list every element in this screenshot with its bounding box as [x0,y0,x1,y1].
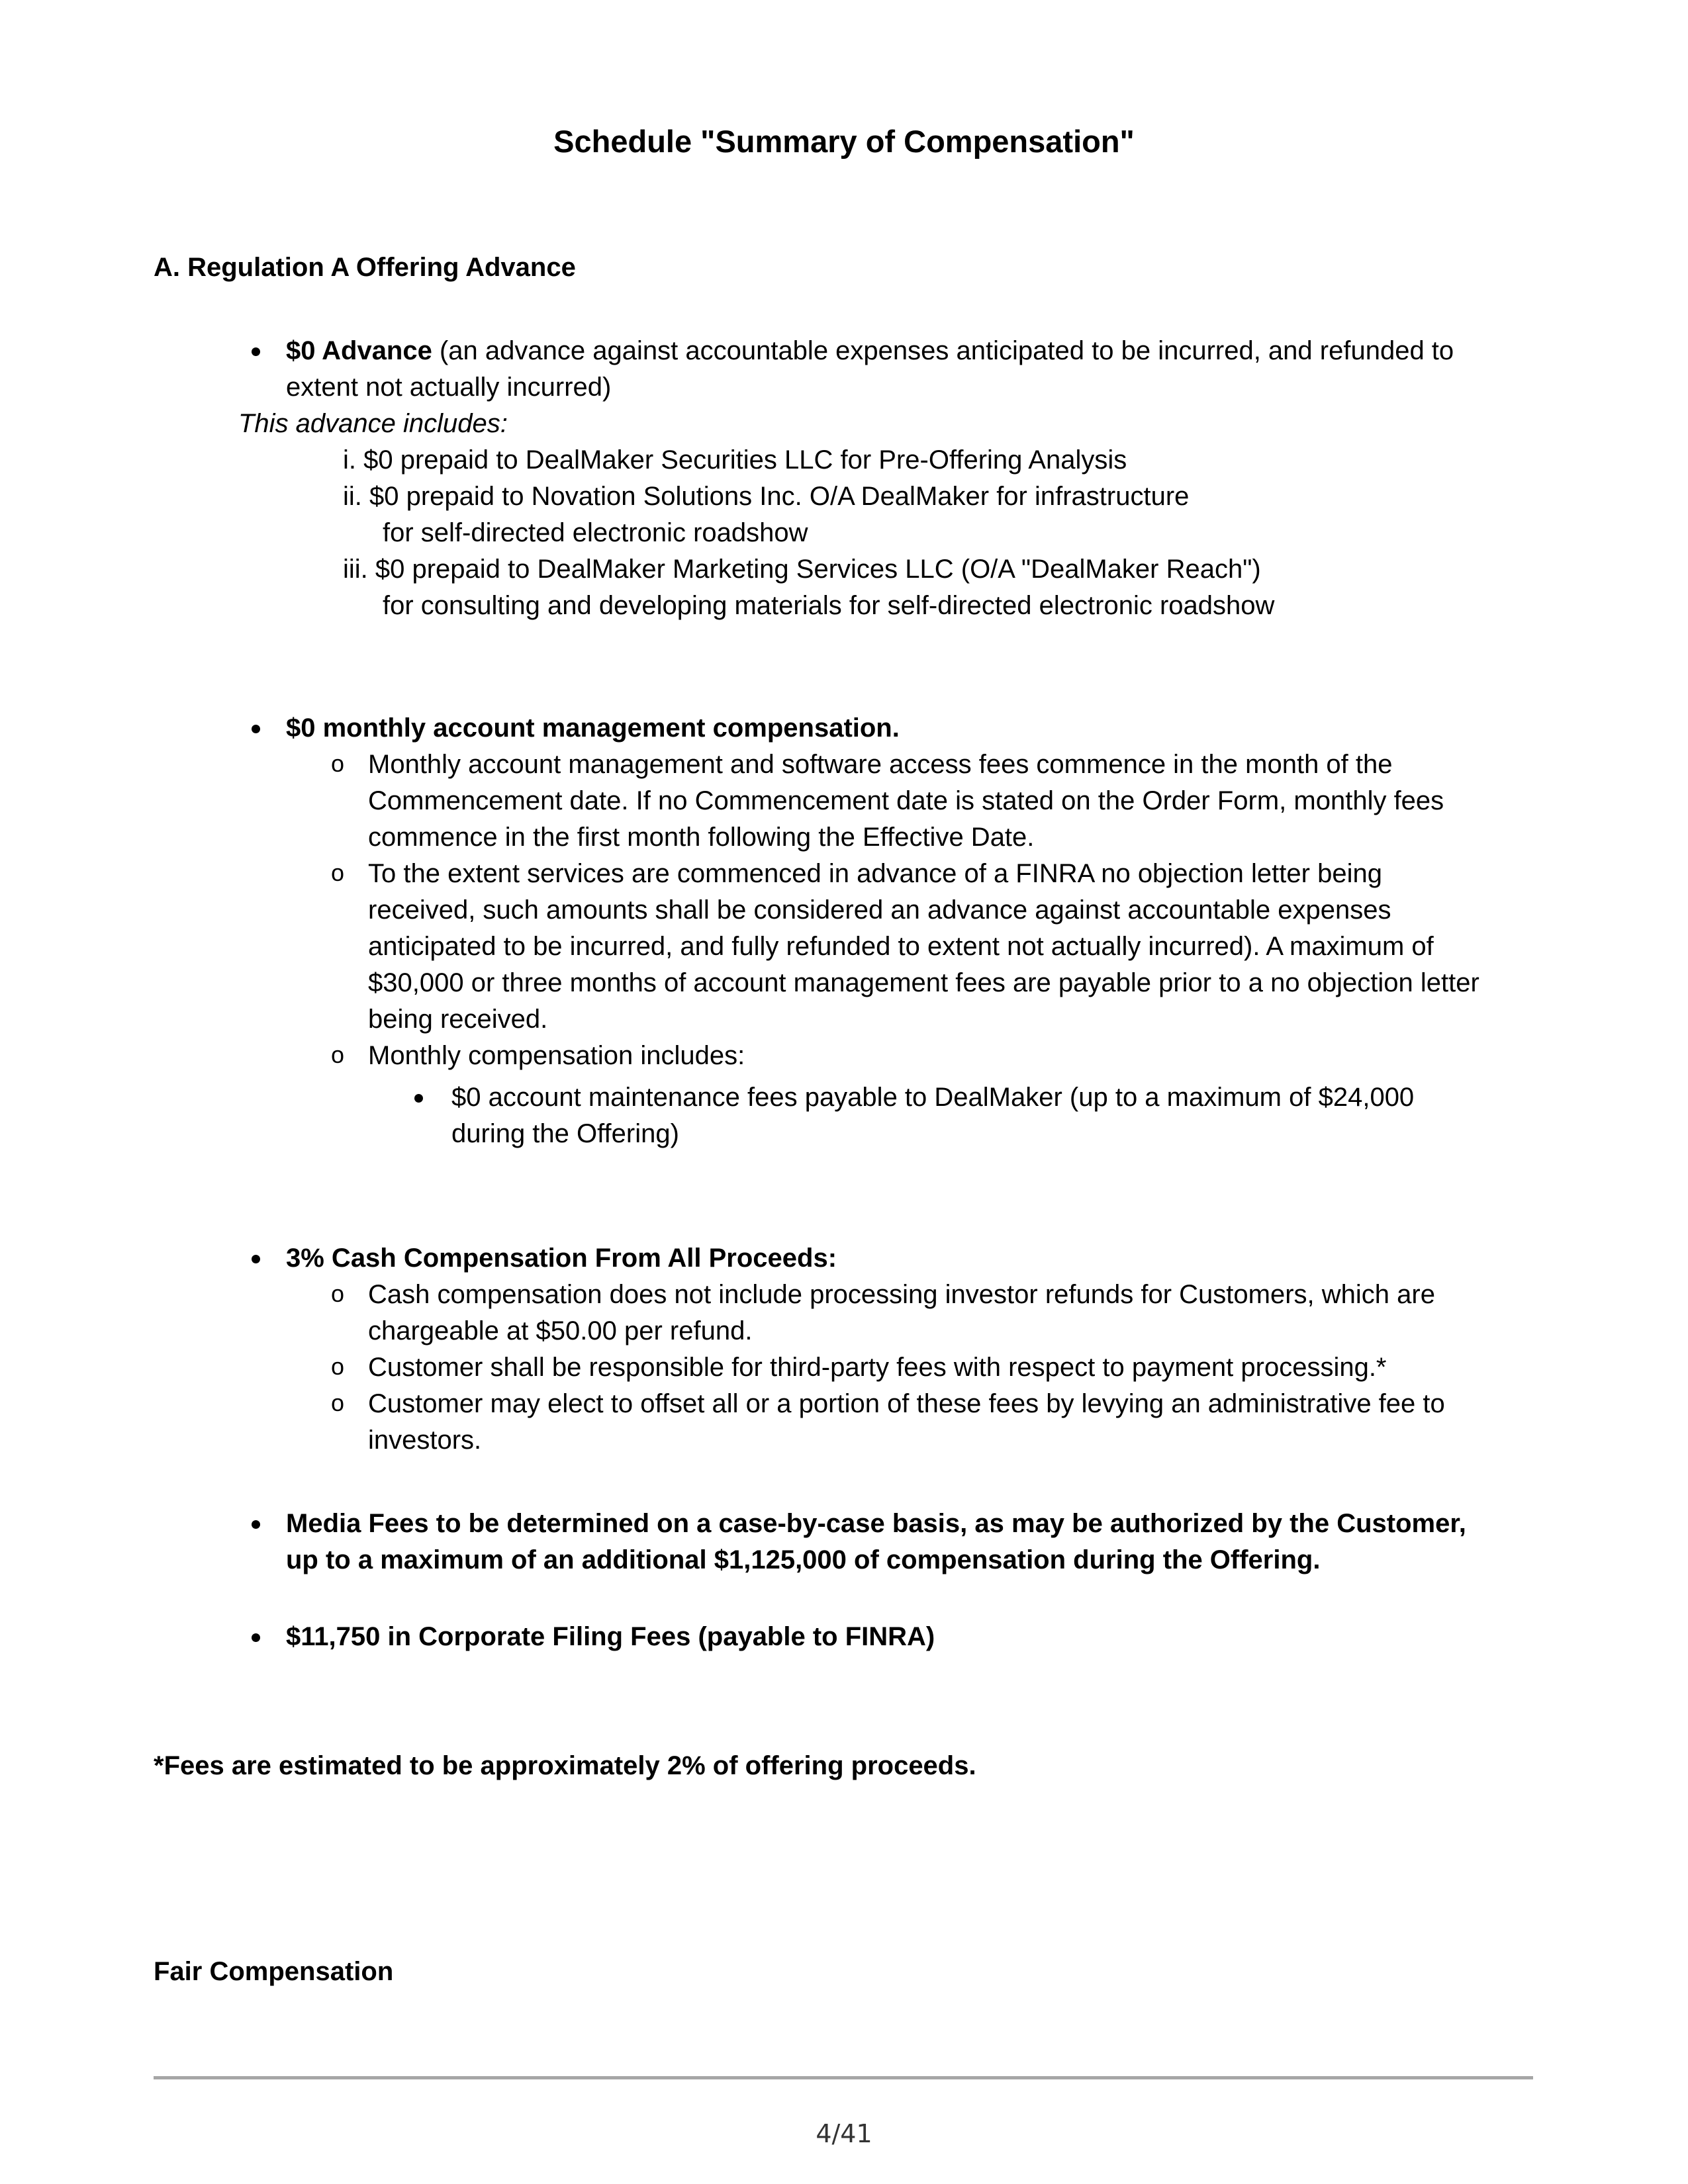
circle-bullet-icon: o [331,750,345,777]
bullet-icon [252,725,260,733]
advance-item-ii-cont: for self-directed electronic roadshow [383,518,808,547]
media-line: Media Fees to be determined on a case-by-case basis, as may be authorized by the Customer, [286,1509,1466,1538]
cash-p3-line: investors. [368,1426,482,1455]
advance-item-i: i. $0 prepaid to DealMaker Securities LLC for Pre-Offering Analysis [343,445,1127,475]
circle-bullet-icon: o [331,1041,345,1068]
cash-heading: 3% Cash Compensation From All Proceeds: [286,1244,837,1273]
circle-bullet-icon: o [331,1389,345,1416]
monthly-sub-line: $0 account maintenance fees payable to DealMaker (up to a maximum of $24,000 [451,1083,1415,1112]
bullet-icon [252,1520,260,1529]
circle-bullet-icon: o [331,1353,345,1380]
bullet-icon [252,1633,260,1642]
advance-bold: $0 Advance [286,336,432,365]
advance-item-iii: iii. $0 prepaid to DealMaker Marketing Services LLC (O/A "DealMaker Reach") [343,555,1261,584]
monthly-p2-line: received, such amounts shall be considered an advance against accountable expenses [368,895,1391,925]
media-line: up to a maximum of an additional $1,125,000 of compensation during the Offering. [286,1545,1321,1574]
monthly-p2-line: $30,000 or three months of account management fees are payable prior to a no objection letter [368,968,1479,997]
monthly-p3: Monthly compensation includes: [368,1041,745,1070]
footer-divider [154,2076,1533,2079]
monthly-p2-line: being received. [368,1005,548,1034]
cash-p2: Customer shall be responsible for third-party fees with respect to payment processing.* [368,1353,1387,1382]
section-a-heading: A. Regulation A Offering Advance [154,253,576,282]
cash-p1-line: chargeable at $50.00 per refund. [368,1316,753,1345]
monthly-p2-line: To the extent services are commenced in advance of a FINRA no objection letter being [368,859,1382,888]
circle-bullet-icon: o [331,1280,345,1307]
advance-line-2: extent not actually incurred) [286,373,612,402]
monthly-heading: $0 monthly account management compensation. [286,713,900,743]
bullet-icon [414,1094,423,1103]
monthly-sub-line: during the Offering) [451,1119,679,1148]
monthly-p1-line: commence in the first month following the Effective Date. [368,823,1035,852]
includes-label: This advance includes: [238,409,508,438]
advance-line-1 [286,335,1454,367]
cash-p3-line: Customer may elect to offset all or a portion of these fees by levying an administrative fee to [368,1389,1445,1418]
circle-bullet-icon: o [331,859,345,886]
bullet-icon [252,1255,260,1263]
advance-item-iii-cont: for consulting and developing materials for self-directed electronic roadshow [383,591,1275,620]
cash-p1-line: Cash compensation does not include processing investor refunds for Customers, which are [368,1280,1435,1309]
monthly-p2-line: anticipated to be incurred, and fully refunded to extent not actually incurred). A maximum of [368,932,1434,961]
bullet-icon [252,347,260,356]
advance-item-ii: ii. $0 prepaid to Novation Solutions Inc. O/A DealMaker for infrastructure [343,482,1190,511]
filing-fees: $11,750 in Corporate Filing Fees (payable to FINRA) [286,1622,935,1651]
footnote: *Fees are estimated to be approximately 2% of offering proceeds. [154,1751,976,1780]
page-number: 4/41 [816,2119,872,2148]
advance-rest: (an advance against accountable expenses anticipated to be incurred, and refunded to [432,336,1454,365]
page-title: Schedule "Summary of Compensation" [553,124,1135,159]
monthly-p1-line: Monthly account management and software access fees commence in the month of the [368,750,1393,779]
fair-compensation-heading: Fair Compensation [154,1957,394,1986]
monthly-p1-line: Commencement date. If no Commencement date is stated on the Order Form, monthly fees [368,786,1444,815]
